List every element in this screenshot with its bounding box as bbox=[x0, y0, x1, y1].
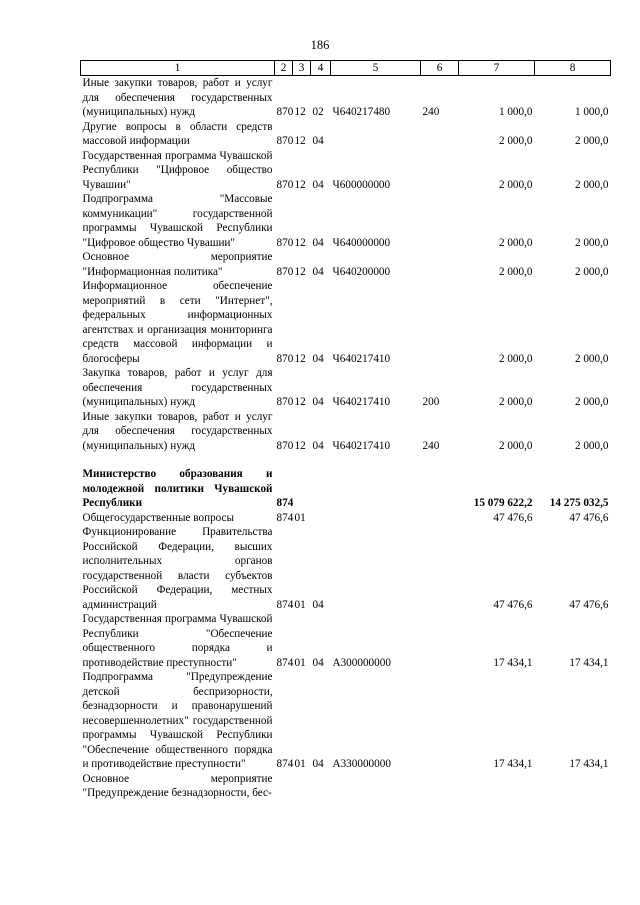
ministry-code: 870 bbox=[276, 106, 294, 118]
amount-year-2: 2 000,0 bbox=[574, 236, 609, 249]
column-header: 7 bbox=[459, 61, 535, 76]
section-code: 01 bbox=[294, 511, 306, 524]
subsection-code: 04 bbox=[312, 178, 324, 191]
target-article-code: А300000000 bbox=[332, 656, 391, 669]
table-row bbox=[81, 511, 611, 526]
item-name: Подпрограмма "Предупреждение детской беспризорности, безнадзорности и правонарушений несовершеннолетних" государственной программы Чувашской Республики "Обеспечение общественного порядка и противодействие преступности" bbox=[82, 671, 273, 770]
section-code: 01 bbox=[294, 758, 306, 770]
section-code: 12 bbox=[294, 265, 306, 278]
table-row bbox=[81, 525, 611, 612]
table-row bbox=[81, 670, 611, 772]
item-name: Информационное обеспечение мероприятий в сети "Интернет", федеральных информационных агентствах и организация мониторинга средств массовой информации и блогосферы bbox=[82, 280, 273, 365]
expense-type-code bbox=[421, 670, 459, 772]
table-row bbox=[81, 366, 611, 410]
target-article-code bbox=[331, 525, 421, 612]
amount-year-1: 2 000,0 bbox=[498, 236, 533, 249]
expense-type-code bbox=[421, 772, 459, 801]
section-code: 12 bbox=[294, 135, 306, 147]
expense-type-code bbox=[421, 612, 459, 670]
item-name: Иные закупки товаров, работ и услуг для обеспечения государственных (муниципальных) нужд bbox=[82, 77, 273, 118]
column-header: 3 bbox=[293, 61, 311, 76]
column-header: 8 bbox=[535, 61, 611, 76]
amount-year-1: 2 000,0 bbox=[498, 135, 533, 147]
amount-year-2: 47 476,6 bbox=[569, 511, 609, 524]
column-header: 5 bbox=[331, 61, 421, 76]
subsection-code: 04 bbox=[312, 758, 324, 770]
expense-type-code bbox=[421, 120, 459, 149]
section-code: 12 bbox=[294, 236, 306, 249]
subsection-code bbox=[311, 511, 331, 526]
header-row bbox=[81, 61, 611, 76]
expense-type-code: 240 bbox=[422, 106, 440, 118]
item-name: Основное мероприятие "Предупреждение безнадзорности, бес- bbox=[82, 772, 273, 799]
ministry-code: 874 bbox=[276, 511, 294, 524]
item-name: Государственная программа Чувашской Республики "Цифровое общество Чувашии" bbox=[82, 149, 273, 191]
target-article-code: А330000000 bbox=[332, 758, 391, 770]
amount-year-1: 47 476,6 bbox=[493, 511, 533, 524]
target-article-code: Ч640217410 bbox=[332, 352, 391, 365]
amount-year-1: 15 079 622,2 bbox=[473, 497, 533, 509]
expense-type-code bbox=[421, 250, 459, 279]
amount-year-1 bbox=[459, 772, 535, 801]
subsection-code: 04 bbox=[312, 236, 324, 249]
table-row bbox=[81, 279, 611, 366]
expense-type-code: 240 bbox=[422, 439, 440, 452]
amount-year-1: 1 000,0 bbox=[498, 106, 533, 118]
item-name: Государственная программа Чувашской Республики "Обеспечение общественного порядка и противодействие преступности" bbox=[82, 613, 273, 669]
target-article-code: Ч640200000 bbox=[332, 265, 391, 278]
column-header: 1 bbox=[81, 61, 275, 76]
subsection-code: 02 bbox=[312, 106, 324, 118]
amount-year-2: 1 000,0 bbox=[574, 106, 609, 118]
subsection-code: 04 bbox=[312, 396, 324, 408]
ministry-code: 874 bbox=[276, 656, 294, 669]
amount-year-1: 2 000,0 bbox=[498, 265, 533, 278]
amount-year-1: 17 434,1 bbox=[493, 656, 533, 669]
table-row bbox=[81, 410, 611, 454]
item-name: Функционирование Правительства Российской Федерации, высших исполнительных органов государственной власти субъектов Российской Федерации, местных администраций bbox=[82, 526, 273, 611]
column-header: 4 bbox=[311, 61, 331, 76]
expense-type-code bbox=[421, 279, 459, 366]
section-code: 01 bbox=[294, 598, 306, 611]
ministry-code: 870 bbox=[276, 178, 294, 191]
item-name: Министерство образования и молодежной политики Чувашской Республики bbox=[82, 468, 273, 509]
table-row bbox=[81, 149, 611, 193]
subsection-code: 04 bbox=[312, 265, 324, 278]
section-code: 12 bbox=[294, 106, 306, 118]
subsection-code bbox=[311, 467, 331, 511]
column-header: 6 bbox=[421, 61, 459, 76]
ministry-code: 874 bbox=[276, 758, 294, 770]
page-number: 186 bbox=[310, 38, 330, 52]
amount-year-2: 14 275 032,5 bbox=[549, 497, 609, 509]
expense-type-code bbox=[421, 511, 459, 526]
amount-year-2: 17 434,1 bbox=[569, 656, 609, 669]
expense-type-code: 200 bbox=[422, 396, 440, 408]
target-article-code: Ч600000000 bbox=[332, 178, 391, 191]
subsection-code: 04 bbox=[312, 656, 324, 669]
amount-year-2: 17 434,1 bbox=[569, 758, 609, 770]
target-article-code: Ч640000000 bbox=[332, 236, 391, 249]
table-row bbox=[81, 76, 611, 120]
item-name: Общегосударственные вопросы bbox=[82, 511, 235, 524]
amount-year-2: 2 000,0 bbox=[574, 396, 609, 408]
expense-type-code bbox=[421, 149, 459, 193]
item-name: Иные закупки товаров, работ и услуг для обеспечения государственных (муниципальных) нужд bbox=[82, 410, 273, 452]
item-name: Подпрограмма "Массовые коммуникации" государственной программы Чувашской Республики "Цифровое общество Чувашии" bbox=[82, 193, 273, 249]
column-header: 2 bbox=[275, 61, 293, 76]
budget-table bbox=[80, 60, 611, 801]
target-article-code bbox=[331, 511, 421, 526]
amount-year-1: 2 000,0 bbox=[498, 439, 533, 452]
amount-year-2: 47 476,6 bbox=[569, 598, 609, 611]
ministry-code: 870 bbox=[276, 135, 294, 147]
ministry-code: 870 bbox=[276, 236, 294, 249]
section-code: 12 bbox=[294, 352, 306, 365]
section-code bbox=[293, 772, 311, 801]
subsection-code: 04 bbox=[312, 135, 324, 147]
item-name: Закупка товаров, работ и услуг для обеспечения государственных (муниципальных) нужд bbox=[82, 367, 273, 408]
table-body bbox=[81, 76, 611, 801]
target-article-code: Ч640217480 bbox=[332, 106, 391, 118]
section-code: 12 bbox=[294, 439, 306, 452]
subsection-code: 04 bbox=[312, 598, 324, 611]
item-name: Другие вопросы в области средств массовой информации bbox=[82, 120, 273, 147]
spacer-cell bbox=[81, 453, 611, 467]
amount-year-1: 17 434,1 bbox=[493, 758, 533, 770]
ministry-code: 874 bbox=[276, 598, 294, 611]
target-article-code: Ч640217410 bbox=[332, 439, 391, 452]
amount-year-1: 2 000,0 bbox=[498, 178, 533, 191]
amount-year-2: 2 000,0 bbox=[574, 178, 609, 191]
target-article-code: Ч640217410 bbox=[332, 396, 391, 408]
table-row bbox=[81, 192, 611, 250]
section-code: 01 bbox=[294, 656, 306, 669]
spacer-row bbox=[81, 453, 611, 467]
section-code: 12 bbox=[294, 396, 306, 408]
amount-year-2: 2 000,0 bbox=[574, 265, 609, 278]
table-row bbox=[81, 467, 611, 511]
target-article-code bbox=[331, 120, 421, 149]
target-article-code bbox=[331, 467, 421, 511]
table-row bbox=[81, 772, 611, 801]
ministry-code: 870 bbox=[276, 396, 294, 408]
ministry-code: 870 bbox=[276, 265, 294, 278]
expense-type-code bbox=[421, 192, 459, 250]
section-code bbox=[293, 467, 311, 511]
subsection-code: 04 bbox=[312, 439, 324, 452]
amount-year-1: 2 000,0 bbox=[498, 396, 533, 408]
section-code: 12 bbox=[294, 178, 306, 191]
amount-year-2: 2 000,0 bbox=[574, 135, 609, 147]
amount-year-2: 2 000,0 bbox=[574, 352, 609, 365]
ministry-code: 874 bbox=[276, 497, 294, 509]
amount-year-1: 2 000,0 bbox=[498, 352, 533, 365]
subsection-code bbox=[311, 772, 331, 801]
amount-year-1: 47 476,6 bbox=[493, 598, 533, 611]
ministry-code: 870 bbox=[276, 439, 294, 452]
expense-type-code bbox=[421, 467, 459, 511]
ministry-code: 870 bbox=[276, 352, 294, 365]
amount-year-2: 2 000,0 bbox=[574, 439, 609, 452]
subsection-code: 04 bbox=[312, 352, 324, 365]
amount-year-2 bbox=[535, 772, 611, 801]
target-article-code bbox=[331, 772, 421, 801]
table-row bbox=[81, 250, 611, 279]
item-name: Основное мероприятие "Информационная политика" bbox=[82, 251, 273, 278]
expense-type-code bbox=[421, 525, 459, 612]
ministry-code bbox=[275, 772, 293, 801]
table-row bbox=[81, 120, 611, 149]
table-row bbox=[81, 612, 611, 670]
